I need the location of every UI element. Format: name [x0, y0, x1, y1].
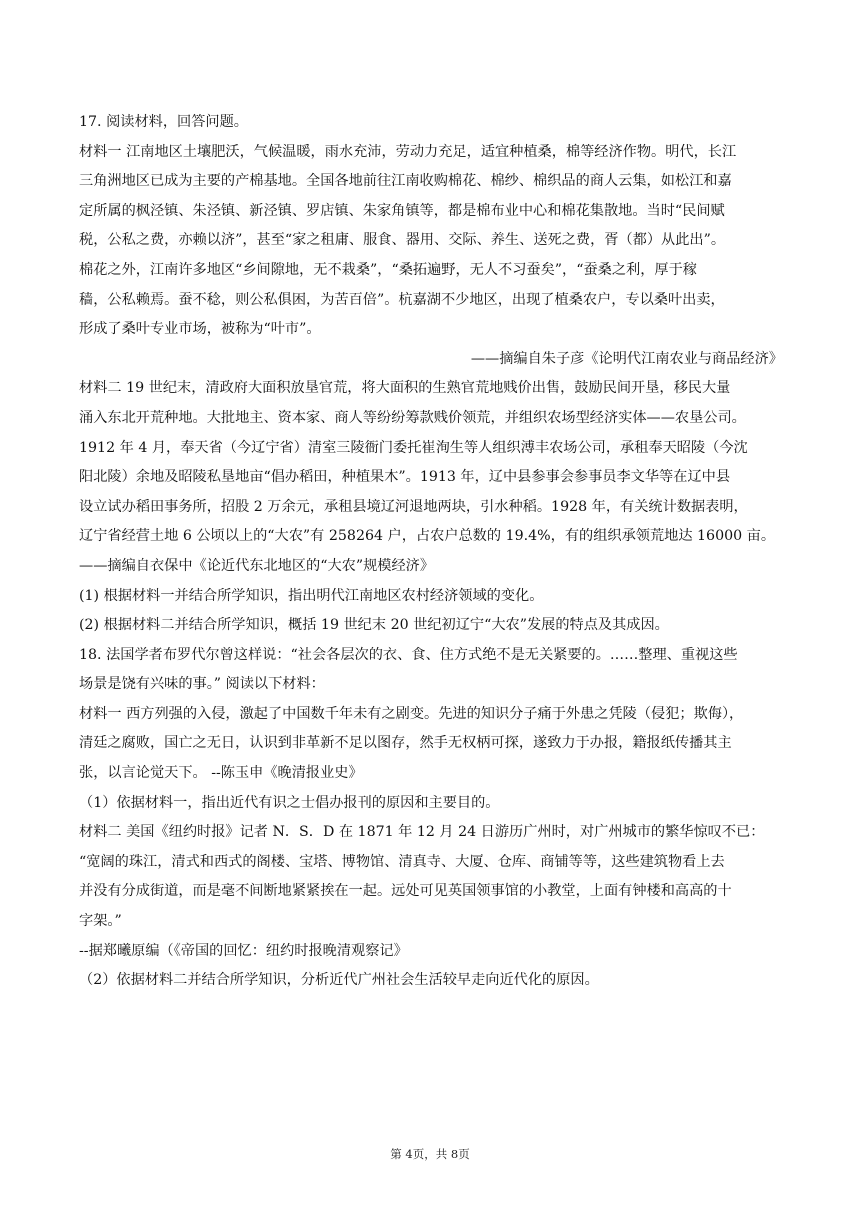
text-line: 税，公私之费，亦赖以济”，甚至“家之租庸、服食、器用、交际、养生、送死之费，胥（都）从此出”。 — [79, 232, 726, 249]
citation-line: ——摘编自衣保中《论近代东北地区的“大农”规模经济》 — [79, 557, 435, 574]
text-line: “宽阔的珠江，清式和西式的阁楼、宝塔、博物馆、清真寺、大厦、仓库、商铺等等，这些建筑物看上去 — [79, 853, 725, 870]
text-line: 棉花之外，江南许多地区“乡间隙地，无不栽桑”，“桑拓遍野，无人不习蚕矣”，“蚕桑之利，厚于稼 — [79, 261, 697, 278]
text-line: 三角洲地区已成为主要的产棉基地。全国各地前往江南收购棉花、棉纱、棉织品的商人云集，如松江和嘉 — [79, 173, 732, 190]
text-line: 材料一 江南地区土壤肥沃，气候温暖，雨水充沛，劳动力充足，适宜种植桑，棉等经济作物。明代，长江 — [79, 143, 737, 160]
page-footer: 第 4页，共 8页 — [390, 1147, 470, 1161]
text-line: 涌入东北开荒种地。大批地主、资本家、商人等纷纷筹款贱价领荒，并组织农场型经济实体——农垦公司。 — [79, 409, 746, 426]
question-line: (1) 根据材料一并结合所学知识，指出明代江南地区农村经济领域的变化。 — [79, 587, 544, 604]
text-line: 1912 年 4 月，奉天省（今辽宁省）清室三陵衙门委托崔洵生等人组织溥丰农场公司，承租奉天昭陵（今沈 — [79, 439, 748, 456]
question-line: (2) 根据材料二并结合所学知识，概括 19 世纪末 20 世纪初辽宁“大农”发展的特点及其成因。 — [79, 617, 669, 634]
text-line: 设立试办稻田事务所，招股 2 万余元，承租县境辽河退地两块，引水种稻。1928 年，有关统计数据表明， — [79, 498, 748, 515]
text-line: 并没有分成街道，而是毫不间断地紧紧挨在一起。远处可见英国领事馆的小教堂，上面有钟楼和高高的十 — [79, 883, 732, 900]
text-line: 穑，公私赖焉。蚕不稔，则公私俱困，为苦百倍”。杭嘉湖不少地区，出现了植桑农户，专以桑叶出卖， — [79, 291, 725, 308]
text-line: 18. 法国学者布罗代尔曾这样说：“社会各层次的衣、食、住方式绝不是无关紧要的。……整理、重视这些 — [79, 646, 738, 663]
text-line: 字架。” — [79, 913, 122, 930]
text-line: 材料二 19 世纪末，清政府大面积放垦官荒，将大面积的生熟官荒地贱价出售，鼓励民间开垦，移民大量 — [79, 380, 731, 397]
document-body — [79, 108, 783, 996]
text-line: 材料一 西方列强的入侵，激起了中国数千年未有之剧变。先进的知识分子痛于外患之凭陵（侵犯；欺侮）， — [79, 705, 744, 722]
text-line: 清廷之腐败，国亡之无日，认识到非革新不足以图存，然手无权柄可探，遂致力于办报，籍报纸传播其主 — [79, 735, 732, 752]
citation-line: ——摘编自朱子彦《论明代江南农业与商品经济》 — [470, 350, 783, 367]
text-line: 张，以言论觉天下。 --陈玉申《晚清报业史》 — [79, 765, 363, 782]
text-line: 辽宁省经营土地 6 公顷以上的“大农”有 258264 户，占农户总数的 19.4%，有的组织承领荒地达 16000 亩。 — [79, 528, 776, 545]
text-line: 阳北陵）余地及昭陵私垦地亩“倡办稻田，种植果木”。1913 年，辽中县参事会参事员李文华等在辽中县 — [79, 469, 731, 486]
text-line: 17. 阅读材料，回答问题。 — [79, 114, 248, 130]
question-line: （1）依据材料一，指出近代有识之士倡办报刊的原因和主要目的。 — [79, 794, 500, 811]
text-line: 形成了桑叶专业市场，被称为“叶市”。 — [79, 321, 321, 338]
question-line: （2）依据材料二并结合所学知识，分析近代广州社会生活较早走向近代化的原因。 — [79, 972, 599, 989]
text-line: 材料二 美国《纽约时报》记者 N．S．D 在 1871 年 12 月 24 日游历广州时，对广州城市的繁华惊叹不已： — [79, 824, 765, 841]
text-line: 场景是饶有兴味的事。” 阅读以下材料： — [79, 676, 325, 693]
text-line: 定所属的枫泾镇、朱泾镇、新泾镇、罗店镇、朱家角镇等，都是棉布业中心和棉花集散地。当时“民间赋 — [79, 202, 725, 219]
citation-line: --据郑曦原编（《帝国的回忆：纽约时报晚清观察记》 — [79, 942, 408, 959]
